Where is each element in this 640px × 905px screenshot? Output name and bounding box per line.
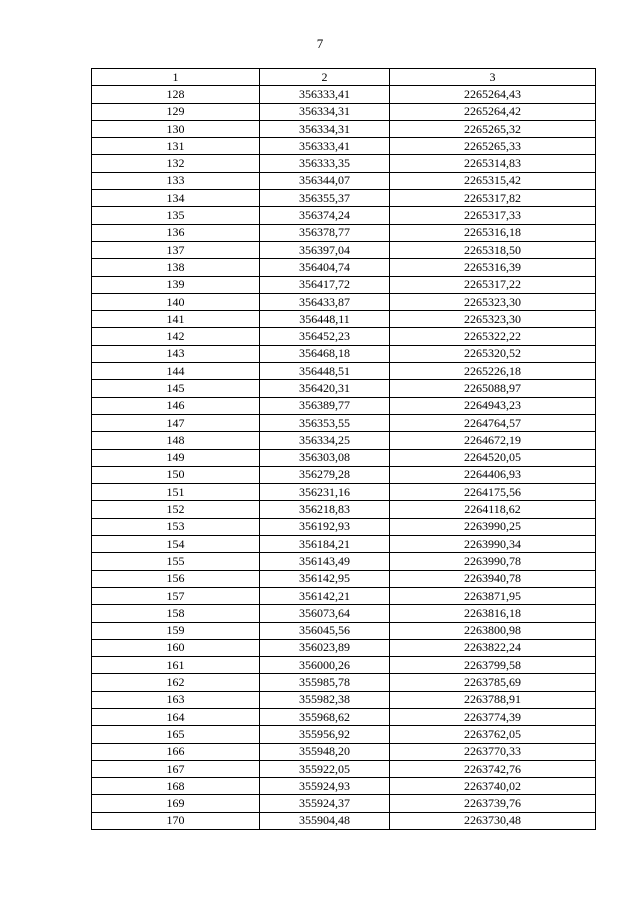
y-coordinate-cell: 2264175,56 (390, 484, 596, 501)
table-header-row (92, 69, 596, 86)
y-coordinate-cell: 2265316,39 (390, 259, 596, 276)
x-coordinate-cell: 356184,21 (260, 536, 390, 553)
column-header-3: 3 (390, 69, 596, 86)
table-row (92, 276, 596, 293)
y-coordinate-cell: 2263799,58 (390, 657, 596, 674)
y-coordinate-cell: 2265314,83 (390, 155, 596, 172)
x-coordinate-cell: 356279,28 (260, 466, 390, 483)
coordinates-table (91, 68, 596, 830)
table-row (92, 466, 596, 483)
y-coordinate-cell: 2265264,43 (390, 86, 596, 103)
point-number-cell: 166 (92, 743, 260, 760)
table-row (92, 363, 596, 380)
y-coordinate-cell: 2265265,33 (390, 138, 596, 155)
table-row (92, 536, 596, 553)
y-coordinate-cell: 2265316,18 (390, 224, 596, 241)
table-row (92, 155, 596, 172)
column-header-2: 2 (260, 69, 390, 86)
y-coordinate-cell: 2265315,42 (390, 172, 596, 189)
table-row (92, 397, 596, 414)
x-coordinate-cell: 356448,51 (260, 363, 390, 380)
x-coordinate-cell: 356378,77 (260, 224, 390, 241)
table-row (92, 708, 596, 725)
y-coordinate-cell: 2263739,76 (390, 795, 596, 812)
point-number-cell: 155 (92, 553, 260, 570)
point-number-cell: 133 (92, 172, 260, 189)
table-row (92, 103, 596, 120)
x-coordinate-cell: 356073,64 (260, 605, 390, 622)
table-row (92, 449, 596, 466)
table-row (92, 241, 596, 258)
page-number: 7 (316, 36, 324, 51)
point-number-cell: 169 (92, 795, 260, 812)
y-coordinate-cell: 2264764,57 (390, 414, 596, 431)
point-number-cell: 158 (92, 605, 260, 622)
y-coordinate-cell: 2263990,34 (390, 536, 596, 553)
y-coordinate-cell: 2263742,76 (390, 760, 596, 777)
x-coordinate-cell: 356404,74 (260, 259, 390, 276)
table-row (92, 553, 596, 570)
y-coordinate-cell: 2263770,33 (390, 743, 596, 760)
table-body (92, 86, 596, 830)
table-row (92, 726, 596, 743)
y-coordinate-cell: 2263871,95 (390, 587, 596, 604)
table-row (92, 812, 596, 829)
x-coordinate-cell: 355924,93 (260, 778, 390, 795)
x-coordinate-cell: 356334,25 (260, 432, 390, 449)
point-number-cell: 149 (92, 449, 260, 466)
point-number-cell: 162 (92, 674, 260, 691)
y-coordinate-cell: 2265317,33 (390, 207, 596, 224)
x-coordinate-cell: 356333,35 (260, 155, 390, 172)
point-number-cell: 134 (92, 190, 260, 207)
point-number-cell: 148 (92, 432, 260, 449)
table-row (92, 224, 596, 241)
y-coordinate-cell: 2265323,30 (390, 311, 596, 328)
y-coordinate-cell: 2263940,78 (390, 570, 596, 587)
y-coordinate-cell: 2265264,42 (390, 103, 596, 120)
point-number-cell: 140 (92, 293, 260, 310)
y-coordinate-cell: 2264943,23 (390, 397, 596, 414)
table-row (92, 501, 596, 518)
table-row (92, 605, 596, 622)
column-header-1: 1 (92, 69, 260, 86)
x-coordinate-cell: 355922,05 (260, 760, 390, 777)
point-number-cell: 154 (92, 536, 260, 553)
y-coordinate-cell: 2265226,18 (390, 363, 596, 380)
x-coordinate-cell: 356333,41 (260, 86, 390, 103)
point-number-cell: 143 (92, 345, 260, 362)
table-row (92, 674, 596, 691)
table-row (92, 518, 596, 535)
point-number-cell: 141 (92, 311, 260, 328)
y-coordinate-cell: 2263990,78 (390, 553, 596, 570)
point-number-cell: 142 (92, 328, 260, 345)
point-number-cell: 145 (92, 380, 260, 397)
y-coordinate-cell: 2264118,62 (390, 501, 596, 518)
y-coordinate-cell: 2263822,24 (390, 639, 596, 656)
table-row (92, 743, 596, 760)
x-coordinate-cell: 356334,31 (260, 120, 390, 137)
x-coordinate-cell: 356468,18 (260, 345, 390, 362)
y-coordinate-cell: 2264406,93 (390, 466, 596, 483)
table-row (92, 414, 596, 431)
point-number-cell: 129 (92, 103, 260, 120)
point-number-cell: 160 (92, 639, 260, 656)
table-row (92, 311, 596, 328)
x-coordinate-cell: 356344,07 (260, 172, 390, 189)
table-row (92, 484, 596, 501)
y-coordinate-cell: 2264520,05 (390, 449, 596, 466)
x-coordinate-cell: 356353,55 (260, 414, 390, 431)
x-coordinate-cell: 355982,38 (260, 691, 390, 708)
point-number-cell: 165 (92, 726, 260, 743)
y-coordinate-cell: 2263762,05 (390, 726, 596, 743)
x-coordinate-cell: 355924,37 (260, 795, 390, 812)
x-coordinate-cell: 356397,04 (260, 241, 390, 258)
point-number-cell: 147 (92, 414, 260, 431)
y-coordinate-cell: 2265265,32 (390, 120, 596, 137)
y-coordinate-cell: 2263774,39 (390, 708, 596, 725)
x-coordinate-cell: 355956,92 (260, 726, 390, 743)
y-coordinate-cell: 2265323,30 (390, 293, 596, 310)
x-coordinate-cell: 356142,21 (260, 587, 390, 604)
table-row (92, 622, 596, 639)
y-coordinate-cell: 2264672,19 (390, 432, 596, 449)
y-coordinate-cell: 2263788,91 (390, 691, 596, 708)
y-coordinate-cell: 2263785,69 (390, 674, 596, 691)
x-coordinate-cell: 356452,23 (260, 328, 390, 345)
x-coordinate-cell: 356303,08 (260, 449, 390, 466)
point-number-cell: 168 (92, 778, 260, 795)
table-row (92, 570, 596, 587)
point-number-cell: 164 (92, 708, 260, 725)
y-coordinate-cell: 2263800,98 (390, 622, 596, 639)
x-coordinate-cell: 356218,83 (260, 501, 390, 518)
y-coordinate-cell: 2265320,52 (390, 345, 596, 362)
x-coordinate-cell: 356023,89 (260, 639, 390, 656)
point-number-cell: 132 (92, 155, 260, 172)
point-number-cell: 138 (92, 259, 260, 276)
point-number-cell: 144 (92, 363, 260, 380)
table-row (92, 259, 596, 276)
table-row (92, 380, 596, 397)
table-row (92, 190, 596, 207)
x-coordinate-cell: 355904,48 (260, 812, 390, 829)
point-number-cell: 146 (92, 397, 260, 414)
point-number-cell: 136 (92, 224, 260, 241)
y-coordinate-cell: 2265317,82 (390, 190, 596, 207)
table-row (92, 293, 596, 310)
x-coordinate-cell: 356192,93 (260, 518, 390, 535)
x-coordinate-cell: 356448,11 (260, 311, 390, 328)
point-number-cell: 130 (92, 120, 260, 137)
table-row (92, 691, 596, 708)
y-coordinate-cell: 2263740,02 (390, 778, 596, 795)
x-coordinate-cell: 356143,49 (260, 553, 390, 570)
table-row (92, 172, 596, 189)
point-number-cell: 170 (92, 812, 260, 829)
table-row (92, 328, 596, 345)
y-coordinate-cell: 2263816,18 (390, 605, 596, 622)
y-coordinate-cell: 2265317,22 (390, 276, 596, 293)
y-coordinate-cell: 2263990,25 (390, 518, 596, 535)
point-number-cell: 139 (92, 276, 260, 293)
point-number-cell: 167 (92, 760, 260, 777)
point-number-cell: 150 (92, 466, 260, 483)
point-number-cell: 128 (92, 86, 260, 103)
x-coordinate-cell: 356420,31 (260, 380, 390, 397)
point-number-cell: 152 (92, 501, 260, 518)
table-row (92, 795, 596, 812)
point-number-cell: 137 (92, 241, 260, 258)
point-number-cell: 131 (92, 138, 260, 155)
point-number-cell: 157 (92, 587, 260, 604)
table-row (92, 207, 596, 224)
x-coordinate-cell: 356045,56 (260, 622, 390, 639)
point-number-cell: 151 (92, 484, 260, 501)
x-coordinate-cell: 356000,26 (260, 657, 390, 674)
point-number-cell: 156 (92, 570, 260, 587)
table-row (92, 639, 596, 656)
point-number-cell: 135 (92, 207, 260, 224)
point-number-cell: 153 (92, 518, 260, 535)
y-coordinate-cell: 2265088,97 (390, 380, 596, 397)
y-coordinate-cell: 2265318,50 (390, 241, 596, 258)
x-coordinate-cell: 356417,72 (260, 276, 390, 293)
x-coordinate-cell: 356433,87 (260, 293, 390, 310)
point-number-cell: 159 (92, 622, 260, 639)
table-row (92, 345, 596, 362)
table-row (92, 657, 596, 674)
x-coordinate-cell: 356142,95 (260, 570, 390, 587)
x-coordinate-cell: 355985,78 (260, 674, 390, 691)
table-row (92, 432, 596, 449)
x-coordinate-cell: 355948,20 (260, 743, 390, 760)
point-number-cell: 161 (92, 657, 260, 674)
y-coordinate-cell: 2265322,22 (390, 328, 596, 345)
x-coordinate-cell: 356333,41 (260, 138, 390, 155)
table-row (92, 587, 596, 604)
table-row (92, 138, 596, 155)
point-number-cell: 163 (92, 691, 260, 708)
table-row (92, 86, 596, 103)
table-row (92, 778, 596, 795)
x-coordinate-cell: 356389,77 (260, 397, 390, 414)
x-coordinate-cell: 356374,24 (260, 207, 390, 224)
x-coordinate-cell: 356355,37 (260, 190, 390, 207)
x-coordinate-cell: 355968,62 (260, 708, 390, 725)
x-coordinate-cell: 356334,31 (260, 103, 390, 120)
y-coordinate-cell: 2263730,48 (390, 812, 596, 829)
x-coordinate-cell: 356231,16 (260, 484, 390, 501)
table-row (92, 760, 596, 777)
table-row (92, 120, 596, 137)
